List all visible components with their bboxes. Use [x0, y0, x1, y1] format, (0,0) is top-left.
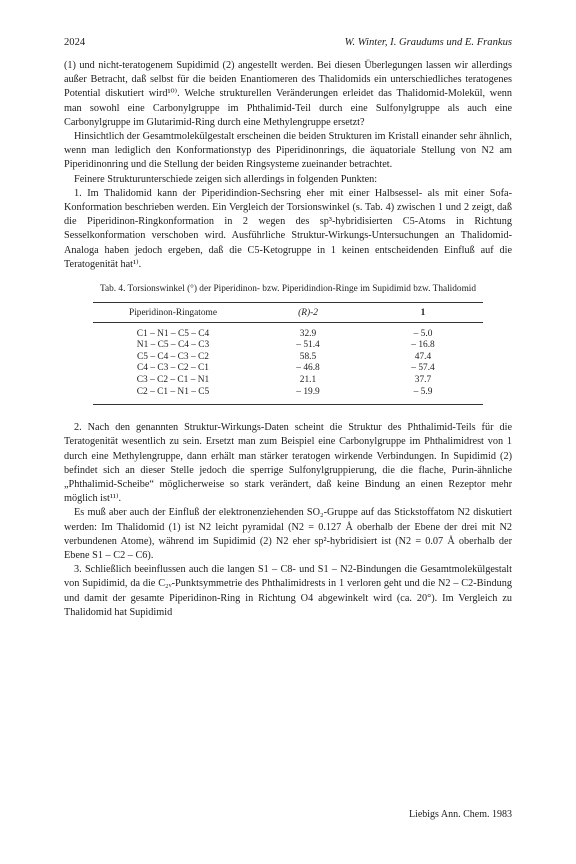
table-row	[93, 387, 483, 405]
table-cell: – 19.9	[253, 387, 363, 405]
paragraph-differences-lead: Feinere Strukturunterschiede zeigen sich allerdings in folgenden Punkten:	[74, 173, 378, 185]
journal-footer: Liebigs Ann. Chem. 1983	[408, 809, 512, 820]
table-cell: – 57.4	[411, 363, 435, 374]
running-authors: W. Winter, I. Graudums und E. Frankus	[344, 37, 512, 48]
table-cell: – 5.9	[363, 387, 483, 405]
column-header: Piperidinon-Ringatome	[93, 302, 253, 322]
table-cell: – 46.8	[296, 363, 320, 374]
table-cell: C2 – C1 – N1 – C5	[93, 387, 253, 405]
table-cell: 47.4	[414, 351, 432, 362]
table-cell: C3 – C2 – C1 – N1	[136, 374, 210, 385]
table-row	[93, 340, 483, 352]
table-row	[93, 375, 483, 387]
table-header-row	[93, 302, 483, 322]
table-cell: – 51.4	[296, 340, 320, 351]
table-cell: – 16.8	[411, 340, 435, 351]
table-row	[93, 322, 483, 340]
column-header: 1	[363, 302, 483, 322]
table-cell: 37.7	[414, 374, 432, 385]
table-cell: 21.1	[299, 374, 317, 385]
page	[64, 36, 512, 620]
table-caption: Tab. 4. Torsionswinkel (°) der Piperidinon- bzw. Piperidindion-Ringe im Supidimid bzw. Thalidomid	[99, 284, 477, 295]
table-cell: C5 – C4 – C3 – C2	[137, 351, 209, 362]
paragraph-intro: (1) und nicht-teratogenem Supidimid (2) angestellt werden. Bei diesen Überlegungen lassen wir allerdings außer Betracht, daß selbst für die beiden Enantiomeren des Thalidomids ein unterschiedliches teratogenes Potential diskutiert wird¹⁰⁾. Welche strukturellen Veränderungen erleidet das Thalidomid-Molekül, wenn man sowohl eine Carbonylgruppe im Phthalimid-Teil durch eine Sulfonylgruppe als auch eine Carbonylgruppe im Glutarimid-Ring durch eine Methylengruppe ersetzt?	[64, 60, 512, 128]
column-header: (R)-2	[253, 302, 363, 322]
page-number: 2024	[64, 37, 86, 48]
table-cell: – 5.0	[413, 328, 433, 339]
table-row	[93, 352, 483, 364]
table-cell: 32.9	[299, 328, 317, 339]
table-row	[93, 363, 483, 375]
running-header	[64, 36, 512, 50]
paragraph-so2-influence: Es muß aber auch der Einfluß der elektronenziehenden SO₂-Gruppe auf das Stickstoffatom N2 diskutiert werden: Im Thalidomid (1) ist N2 leicht pyramidal (N2 = 0.127 Å oberhalb der Ebene der drei mit N2 verbundenen Atome), während im Supidimid (2) N2 eher sp²-hybridisiert ist (N2 = 0.07 Å oberhalb der Ebene S1 – C2 – C6).	[64, 507, 512, 561]
paragraph-point-2: 2. Nach den genannten Struktur-Wirkungs-Daten scheint die Struktur des Phthalimid-Teils für die Teratogenität wesentlich zu sein. Ersetzt man zum Beispiel eine Carbonylgruppe im Phthalimidrest von 1 durch eine Methylengruppe, dann erhält man stärker teratogen wirkende Verbindungen. In Supidimid (2) befindet sich an dieser Stelle jedoch die sperrige Sulfonylgruppierung, die die flache, Purin-ähnliche „Phthalimid-Scheibe“ möglicherweise so stark verändert, daß keine Bindung an einen Rezeptor mehr möglich ist¹¹⁾.	[64, 422, 512, 505]
paragraph-point-3: 3. Schließlich beeinflussen auch die langen S1 – C8- und S1 – N2-Bindungen die Gesamtmolekülgestalt von Supidimid, da die C₂ᵥ-Punktsymmetrie des Phthalimidrests in 1 verloren geht und die N2 – C2-Bindung und damit der gesamte Piperidinon-Ring in Richtung O4 abgewinkelt wird (ca. 20°). Im Vergleich zu Thalidomid hat Supidimid	[64, 564, 512, 618]
table-cell: 58.5	[299, 351, 317, 362]
table-cell: C4 – C3 – C2 – C1	[137, 363, 209, 374]
torsion-table	[93, 302, 483, 406]
table-cell: N1 – C5 – C4 – C3	[136, 340, 210, 351]
paragraph-point-1: 1. Im Thalidomid kann der Piperidindion-Sechsring eher mit einer Halbsessel- als mit einer Sofa-Konformation beschrieben werden. Ein Vergleich der Torsionswinkel (s. Tab. 4) zwischen 1 und 2 zeigt, daß die Piperidinon-Ringkonformation in 2 wegen des sp³-hybridisierten C5-Atoms in Richtung Sesselkonformation verschoben wird. Ausführliche Struktur-Wirkungs-Untersuchungen an Thalidomid-Analoga haben jedoch ergeben, daß die C5-Ketogruppe in 1 keinen entscheidenden Einfluß auf die Teratogenität hat¹⁾.	[64, 187, 512, 270]
paragraph-overall-shape: Hinsichtlich der Gesamtmolekülgestalt erscheinen die beiden Strukturen im Kristall einander sehr ähnlich, wenn man lediglich den Konformationstyp des Piperidinonrings, die äquatoriale Stellung von N2 am Piperidinonring und die Stellung der beiden Ringsysteme zueinander betrachtet.	[64, 131, 512, 171]
table-cell: C1 – N1 – C5 – C4	[136, 328, 210, 339]
